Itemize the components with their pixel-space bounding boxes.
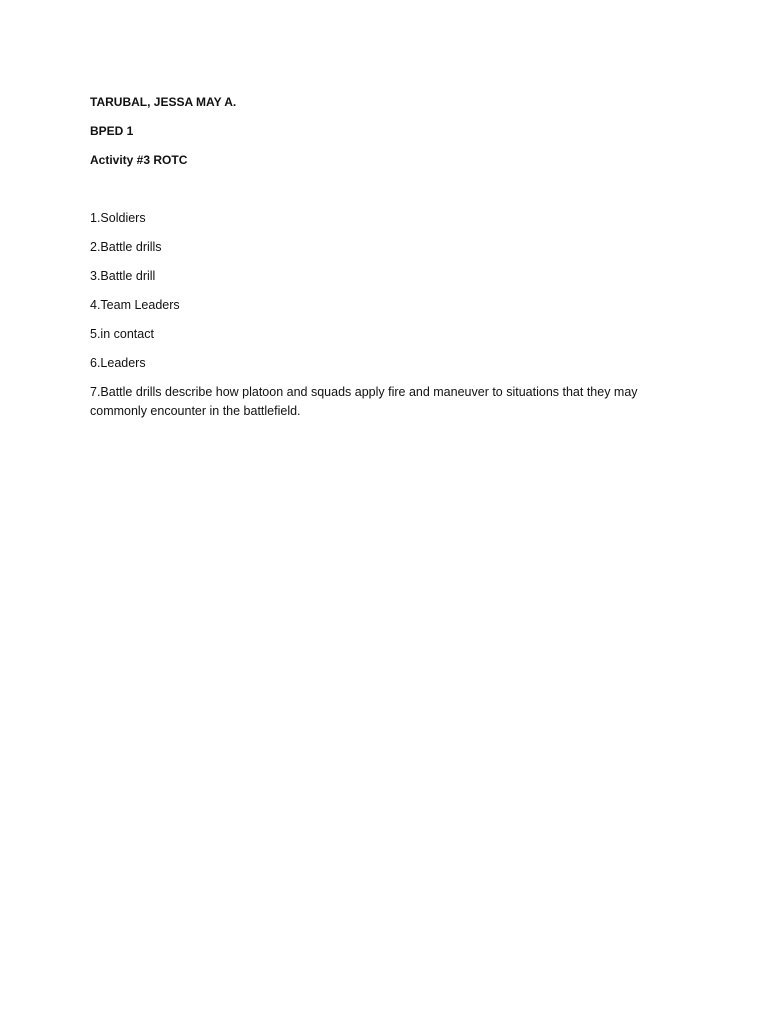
activity-title: Activity #3 ROTC [90, 153, 188, 167]
answer-item-7: 7.Battle drills describe how platoon and squads apply fire and maneuver to situations that they may commonly encounter in the battlefield. [90, 385, 638, 418]
blank-line [90, 180, 680, 209]
answer-item-3: 3.Battle drill [90, 269, 156, 283]
answer-item-6: 6.Leaders [90, 356, 146, 370]
answer-item-2: 2.Battle drills [90, 240, 162, 254]
answer-item-4: 4.Team Leaders [90, 298, 180, 312]
answer-item-5: 5.in contact [90, 327, 154, 341]
answer-item-1: 1.Soldiers [90, 211, 146, 225]
student-name: TARUBAL, JESSA MAY A. [90, 95, 237, 109]
document-body [90, 93, 680, 431]
course-label: BPED 1 [90, 124, 134, 138]
